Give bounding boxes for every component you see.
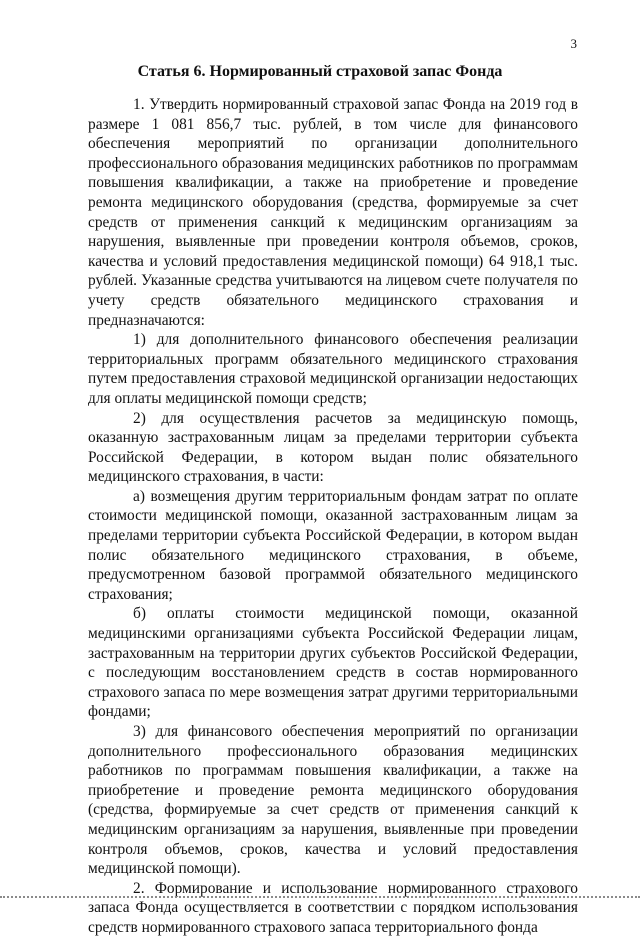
paragraph-1-item-3: 3) для финансового обеспечения мероприятий по организации дополнительного профессионального образования медицинских работников по программам повышения квалификации, а также на приобретение и проведение ремонта медицинского оборудования (средства, формируемые за счет средств от применения санкций к медицинским организациям за нарушения, выявленные при проведении контроля объемов, сроков, качества и условий предоставления медицинской помощи). (88, 723, 578, 878)
paragraph-1-item-2b: б) оплаты стоимости медицинской помощи, оказанной медицинскими организациями субъекта Российской Федерации лицам, застрахованным на территории других субъектов Российской Федерации, с последующим восстановлением средств в состав нормированного страхового запаса по мере возмещения затрат другими территориальными фондами; (88, 605, 578, 721)
paragraph-1-item-2: 2) для осуществления расчетов за медицинскую помощь, оказанную застрахованным лицам за пределами территории субъекта Российской Федерации, в котором выдан полис обязательного медицинского страхования, в части: (88, 409, 578, 486)
page-number: 3 (570, 36, 577, 51)
article-body (88, 95, 578, 938)
paragraph-2: 2. Формирование и использование нормированного страхового запаса Фонда осуществляется в соответствии с порядком использования средств нормированного страхового запаса территориального фонда (88, 879, 578, 936)
article-heading: Статья 6. Нормированный страховой запас Фонда (137, 63, 503, 80)
scan-bottom-edge (0, 896, 640, 898)
paragraph-1-item-2a: а) возмещения другим территориальным фондам затрат по оплате стоимости медицинской помощи, оказанной застрахованным лицам за пределами территории субъекта Российской Федерации, в котором выдан полис обязательного медицинского страхования, в объеме, предусмотренном базовой программой обязательного медицинского страхования; (88, 487, 578, 603)
paragraph-1: 1. Утвердить нормированный страховой запас Фонда на 2019 год в размере 1 081 856,7 тыс. рублей, в том числе для финансового обеспечения мероприятий по организации дополнительного профессионального образования медицинских работников по программам повышения квалификации, а также на приобретение и проведение ремонта медицинского оборудования (средства, формируемые за счет средств от применения санкций к медицинским организациям за нарушения, выявленные при проведении контроля объемов, сроков, качества и условий предоставления медицинской помощи) 64 918,1 тыс. рублей. Указанные средства учитываются на лицевом счете получателя по учету средств обязательного медицинского страхования и предназначаются: (88, 96, 578, 329)
paragraph-1-item-1: 1) для дополнительного финансового обеспечения реализации территориальных программ обязательного медицинского страхования путем предоставления страховой медицинской организации недостающих для оплаты медицинской помощи средств; (88, 331, 578, 407)
